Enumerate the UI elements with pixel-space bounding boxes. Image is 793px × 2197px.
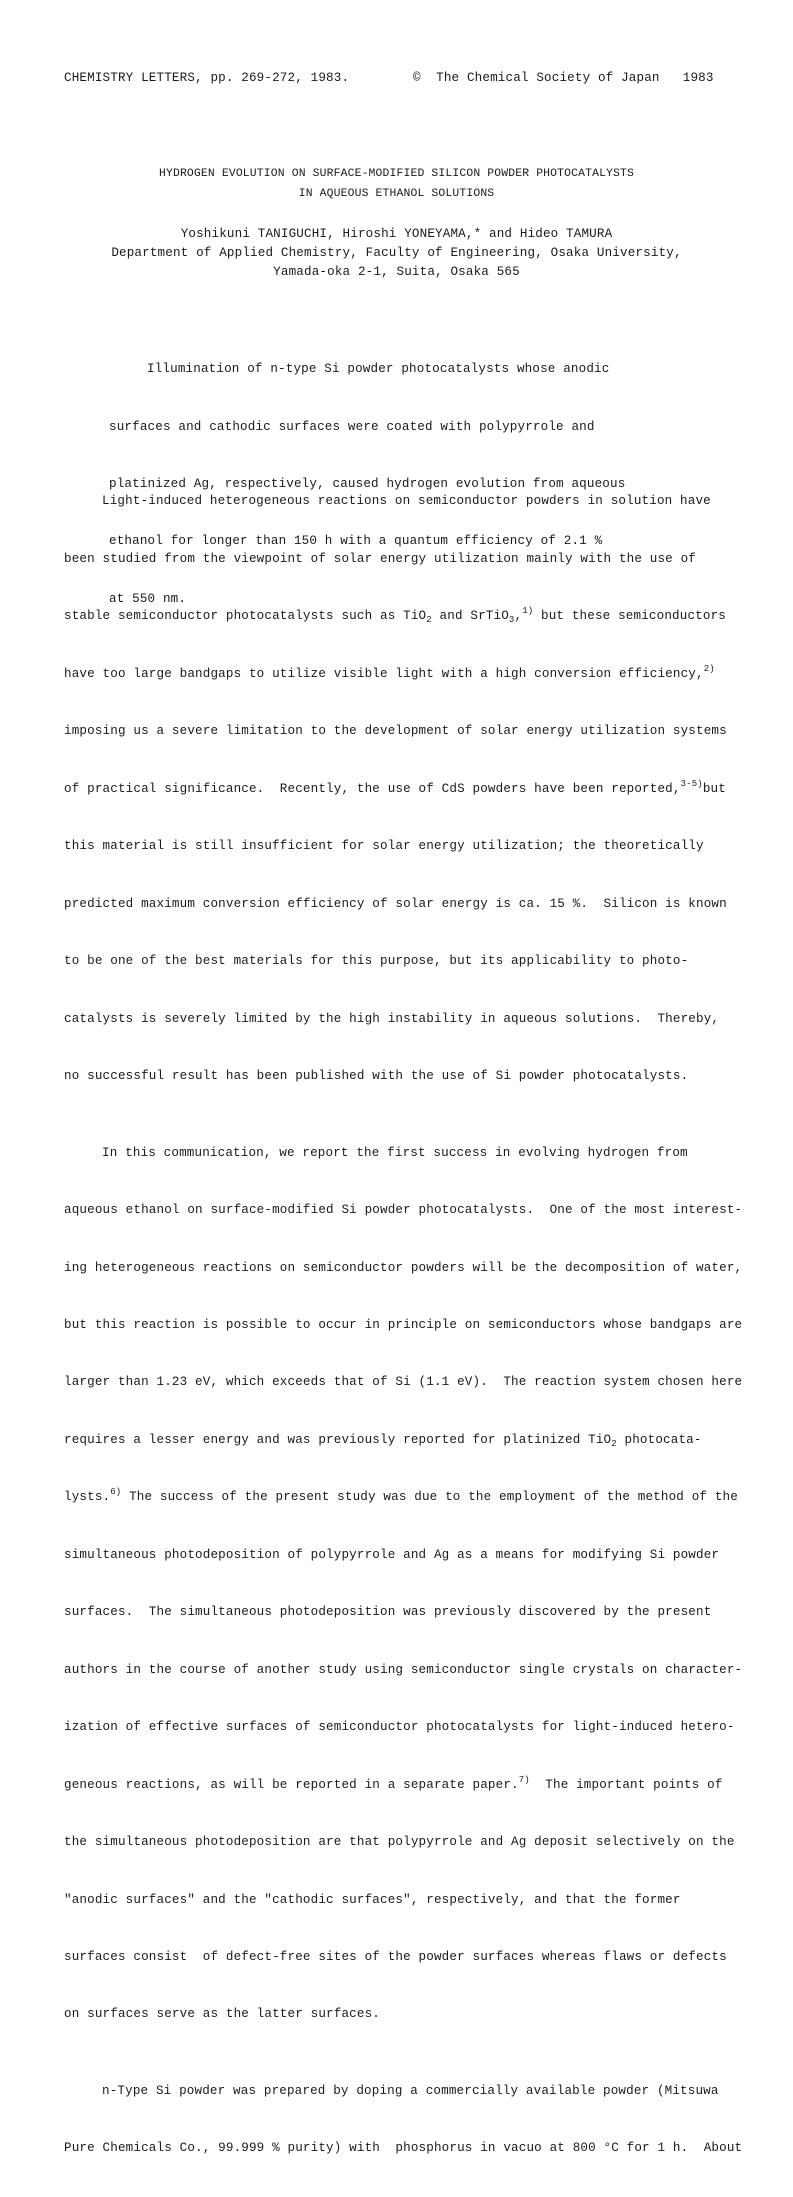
body-line: simultaneous photodeposition of polypyrrole and Ag as a means for modifying Si powder [64, 1547, 720, 1562]
body-line: surfaces. The simultaneous photodeposition was previously discovered by the present [64, 1605, 712, 1620]
body-line: catalysts is severely limited by the high instability in aqueous solutions. Thereby, [64, 1011, 720, 1026]
body-line: imposing us a severe limitation to the development of solar energy utilization systems [64, 724, 727, 739]
body-line: this material is still insufficient for solar energy utilization; the theoretically [64, 839, 704, 854]
citation-ref: 2) [703, 663, 715, 674]
abstract-line: surfaces and cathodic surfaces were coated with polypyrrole and [109, 419, 595, 434]
body-line: Pure Chemicals Co., 99.999 % purity) with phosphorus in vacuo at 800 °C for 1 h. About [64, 2141, 743, 2156]
body-line: lysts.$^{6)}$ The success of the present study was due to the employment of the method of the [64, 1487, 738, 1505]
abstract-line: ethanol for longer than 150 h with a quantum efficiency of 2.1 % [109, 534, 603, 549]
body-text [64, 435, 776, 2197]
affiliation-line-2: Yamada-oka 2-1, Suita, Osaka 565 [273, 265, 520, 279]
abstract-line: Illumination of n-type Si powder photocatalysts whose anodic [147, 362, 610, 377]
body-line: but this reaction is possible to occur in principle on semiconductors whose bandgaps are [64, 1317, 743, 1332]
citation-ref: 1) [522, 606, 534, 617]
body-line: requires a lesser energy and was previously reported for platinized TiO$_2$ photocata- [64, 1432, 702, 1449]
body-line: In this communication, we report the first success in evolving hydrogen from [102, 1145, 688, 1160]
body-line: been studied from the viewpoint of solar energy utilization mainly with the use of [64, 551, 697, 566]
body-line: of practical significance. Recently, the use of CdS powders have been reported,$^{3-5)}$but [64, 778, 726, 796]
body-line: n-Type Si powder was prepared by doping a commercially available powder (Mitsuwa [102, 2084, 719, 2099]
abstract-line: at 550 nm. [109, 591, 187, 606]
copyright-notice: © The Chemical Society of Japan 1983 [413, 71, 714, 85]
body-line: Light-induced heterogeneous reactions on semiconductor powders in solution have [102, 494, 711, 509]
body-line: the simultaneous photodeposition are that polypyrrole and Ag deposit selectively on the [64, 1835, 735, 1850]
body-line: surfaces consist of defect-free sites of the powder surfaces whereas flaws or defects [64, 1949, 727, 1964]
journal-citation: CHEMISTRY LETTERS, pp. 269-272, 1983. [64, 71, 350, 85]
citation-ref: 3-5) [680, 778, 703, 789]
affiliation-line-1: Department of Applied Chemistry, Faculty of Engineering, Osaka University, [111, 246, 682, 260]
paper-title-line-2: IN AQUEOUS ETHANOL SOLUTIONS [298, 188, 495, 200]
citation-ref: 7) [518, 1774, 530, 1785]
body-line: ing heterogeneous reactions on semiconductor powders will be the decomposition of water, [64, 1260, 743, 1275]
body-line: authors in the course of another study using semiconductor single crystals on character- [64, 1662, 743, 1677]
body-line: on surfaces serve as the latter surfaces. [64, 2007, 381, 2022]
paper-title-line-1: HYDROGEN EVOLUTION ON SURFACE-MODIFIED SILICON POWDER PHOTOCATALYSTS [158, 168, 634, 180]
body-line: geneous reactions, as will be reported in a separate paper.$^{7)}$ The important points of [64, 1774, 723, 1792]
body-line: stable semiconductor photocatalysts such as TiO$_2$ and SrTiO$_3$,$^{1)}$ but these semiconductors [64, 606, 726, 626]
body-line: larger than 1.23 eV, which exceeds that of Si (1.1 eV). The reaction system chosen here [64, 1375, 743, 1390]
body-line: no successful result has been published with the use of Si powder photocatalysts. [64, 1069, 689, 1083]
author-list: Yoshikuni TANIGUCHI, Hiroshi YONEYAMA,* and Hideo TAMURA [180, 227, 613, 241]
body-line: have too large bandgaps to utilize visible light with a high conversion efficiency,$^{2)}$ [64, 663, 715, 681]
body-line: "anodic surfaces" and the "cathodic surfaces", respectively, and that the former [64, 1892, 681, 1907]
body-line: to be one of the best materials for this purpose, but its applicability to photo- [64, 954, 689, 969]
body-line: predicted maximum conversion efficiency of solar energy is ca. 15 %. Silicon is known [64, 896, 727, 911]
body-line: aqueous ethanol on surface-modified Si powder photocatalysts. One of the most interest- [64, 1203, 743, 1218]
abstract-line: platinized Ag, respectively, caused hydrogen evolution from aqueous [109, 476, 626, 491]
body-line: ization of effective surfaces of semiconductor photocatalysts for light-induced hetero- [64, 1720, 735, 1735]
citation-ref: 6) [110, 1487, 122, 1498]
